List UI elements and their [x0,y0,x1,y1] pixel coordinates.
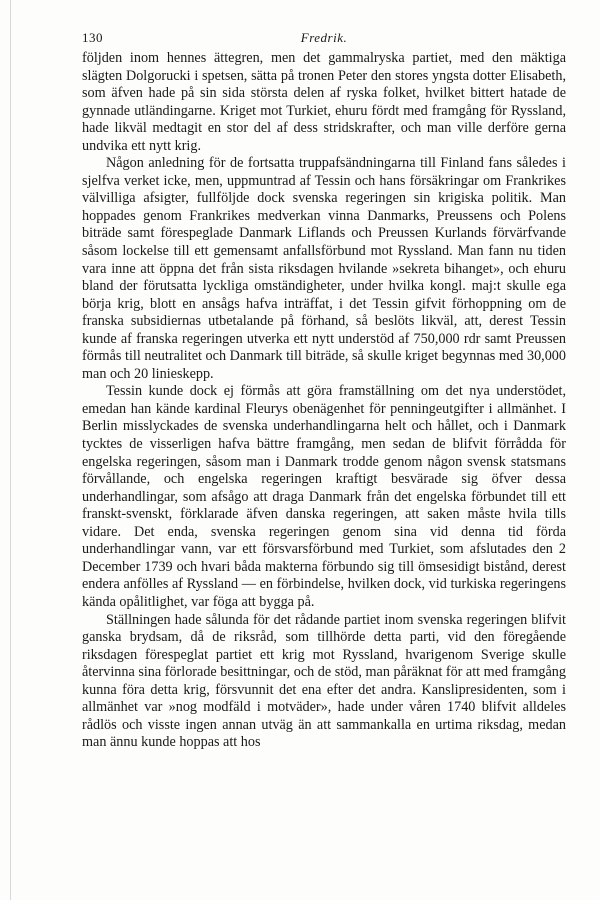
page-edge-shadow [10,0,11,900]
body-text [82,50,566,752]
page-number: 130 [82,30,103,45]
page-header [82,30,566,50]
running-title: Fredrik. [300,30,348,45]
paragraph-2: Någon anledning för de fortsatta truppafsändningarna till Finland fans således i sjelfva verket icke, men, uppmuntrad af Tessin och hans försäkringar om Frankrikes välvilliga afsigter, fullföljde dock svenska regeringen sin krigiska politik. Man hoppades genom Frankrikes medverkan vinna Danmarks, Preussens och Polens biträde samt förespeglade Danmark Liflands och Preussen Kurlands förvärfvande såsom lockelse till ett gemensamt anfallsförbund mot Ryssland. Man fann nu tiden vara inne att öppna det från sista riksdagen hvilande »sekreta bihanget», och ehuru bland der förutsatta lyckliga omständigheter, under hvilka kongl. maj:t skulle ega börja krig, blott en ansågs hafva inträffat, i det Tessin gifvit förhoppning om de franska subsidiernas utbetalande på förhand, så beslöts likväl, att, derest Tessin kunde af franska regeringen utverka ett nytt understöd af 750,000 rdr samt Preussen förmås till neutralitet och Danmark till biträde, så skulle kriget begynnas med 30,000 man och 20 linieskepp. [82,155,566,382]
paragraph-1: följden inom hennes ättegren, men det gammalryska partiet, med den mäktiga slägten Dolgorucki i spetsen, sätta på tronen Peter den stores yngsta dotter Elisabeth, som äfven hade på sin sida största delen af ryska folket, hvilket bittert hatade de gynnade utländingarne. Kriget mot Turkiet, ehuru fördt med framgång för Ryssland, hade likväl medtagit en stor del af dess stridskrafter, och man ville derföre gerna undvika ett nytt krig. [82,50,566,154]
paragraph-4: Ställningen hade sålunda för det rådande partiet inom svenska regeringen blifvit ganska brydsam, då de riksråd, som tillhörde detta parti, vid den föregående riksdagen förespeglat partiet ett krig mot Ryssland, hvarigenom Sverige skulle återvinna sina förlorade besittningar, och de stöd, man påräknat för att med framgång kunna föra detta krig, försvunnit det ena efter det andra. Kanslipresidenten, som i allmänhet var »nog modfäld i motväder», hade under våren 1740 blifvit alldeles rådlös och visste ingen annan utväg än att sammankalla en urtima riksdag, medan man ännu kunde hoppas att hos [82,611,566,751]
paragraph-3: Tessin kunde dock ej förmås att göra framställning om det nya understödet, emedan han kände kardinal Fleurys obenägenhet för penningeutgifter i allmänhet. I Berlin misslyckades de svenska underhandlingarna helt och hållet, och i Danmark tycktes de visserligen hafva bättre framgång, men sedan de blifvit förrådda för engelska regeringen, såsom man i Danmark trodde genom någon svensk statsmans förvållande, och engelska regeringen kraftigt besvärade sig öfver dessa underhandlingar, som afsågo att draga Danmark från det engelska förbundet till ett franskt-svenskt, förklarade äfven danska regeringen, att saken måste hvila tills vidare. Det enda, svenska regeringen genom sina vid denna tid förda underhandlingar vann, var ett försvarsförbund med Turkiet, som afslutades den 2 December 1739 och hvari båda makterna förbundo sig till ömsesidigt bistånd, derest endera anfölles af Ryssland — en förbindelse, hvilken dock, vid turkiska regeringens kända opålitlighet, var föga att bygga på. [82,383,566,610]
